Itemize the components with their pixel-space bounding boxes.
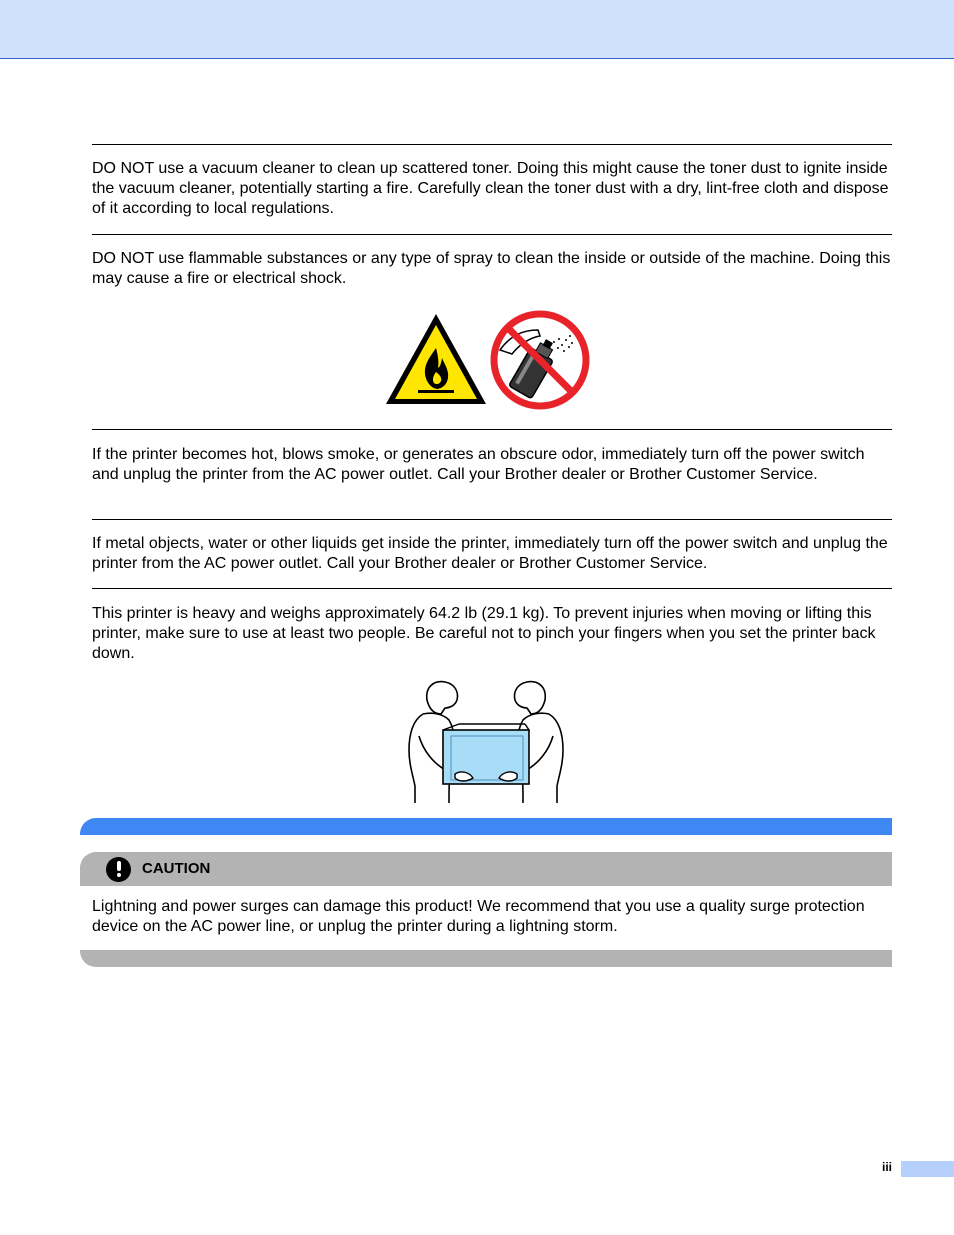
page-number: iii	[881, 1160, 892, 1174]
warning-liquids-text: If metal objects, water or other liquids get inside the printer, immediately turn off the power switch and unplug the printer from the AC power outlet. Call your Brother dealer or Brother Customer Service.	[92, 535, 888, 573]
caution-label: CAUTION	[142, 860, 211, 877]
exclamation-icon	[106, 857, 131, 882]
warning-divider	[92, 234, 892, 235]
page-header-band	[0, 0, 954, 59]
warning-flammable-text: DO NOT use flammable substances or any type of spray to clean the inside or outside of the machine. Doing this may cause a fire or electrical shock.	[92, 250, 891, 288]
warning-divider	[92, 429, 892, 430]
no-spray-icon	[494, 314, 586, 406]
caution-footer-bar	[80, 950, 892, 967]
section-accent-bar	[80, 818, 892, 835]
caution-header	[80, 852, 892, 886]
warning-divider	[92, 588, 892, 589]
caution-text: Lightning and power surges can damage this product! We recommend that you use a quality surge protection device on the AC power line, or unplug the printer during a lightning storm.	[92, 898, 865, 936]
warning-divider	[92, 144, 892, 145]
page-number-tab	[901, 1161, 954, 1177]
flammable-warning-icon	[386, 314, 486, 404]
warning-pictograms	[384, 310, 596, 412]
warning-weight-text: This printer is heavy and weighs approximately 64.2 lb (29.1 kg). To prevent injuries when moving or lifting this printer, make sure to use at least two people. Be careful not to pinch your fingers when you set the printer back down.	[92, 605, 876, 663]
two-person-lift-illustration	[405, 678, 567, 806]
warning-overheat-text: If the printer becomes hot, blows smoke, or generates an obscure odor, immediately turn off the power switch and unplug the printer from the AC power outlet. Call your Brother dealer or Brother Customer Service.	[92, 446, 865, 484]
warning-divider	[92, 519, 892, 520]
warning-vacuum-text: DO NOT use a vacuum cleaner to clean up scattered toner. Doing this might cause the toner dust to ignite inside the vacuum cleaner, potentially starting a fire. Carefully clean the toner dust with a dry, lint-free cloth and dispose of it according to local regulations.	[92, 160, 889, 218]
